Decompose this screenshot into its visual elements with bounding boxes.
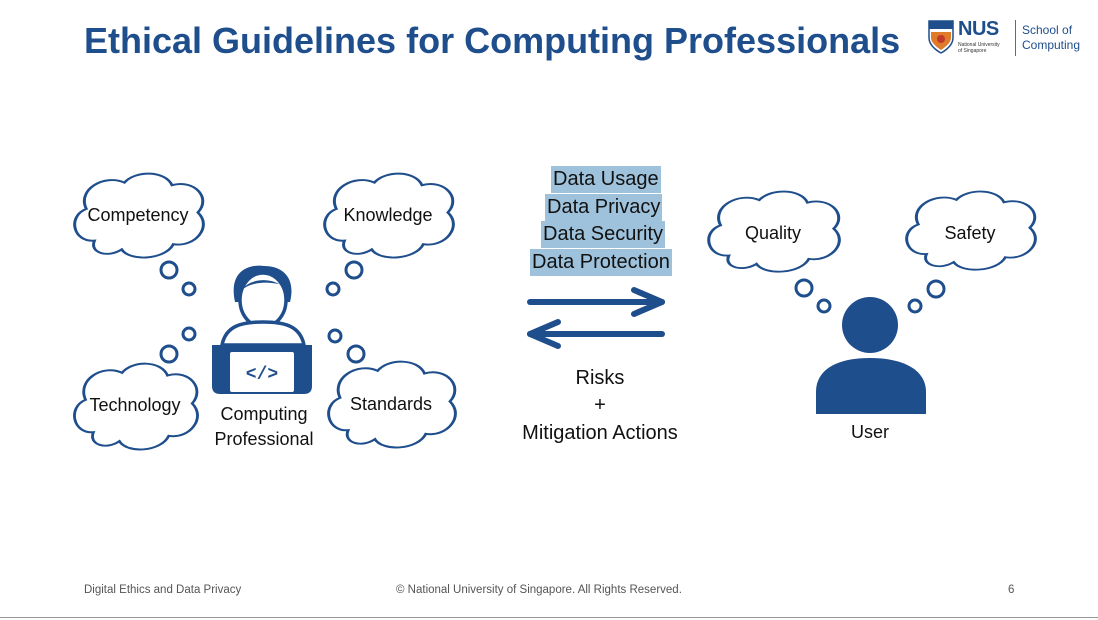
code-icon: </> <box>245 365 279 385</box>
footer-copyright: © National University of Singapore. All Rights Reserved. <box>396 584 682 596</box>
mitigation-actions-label: Mitigation Actions <box>522 422 678 444</box>
data-topic-usage: Data Usage <box>551 166 661 193</box>
thought-label-technology: Technology <box>89 395 181 415</box>
data-topic-privacy: Data Privacy <box>545 194 662 221</box>
risks-plus: + <box>594 394 606 416</box>
bottom-divider <box>0 617 1098 618</box>
thought-label-knowledge: Knowledge <box>343 205 433 225</box>
data-topic-protection: Data Protection <box>530 249 672 276</box>
user-icon <box>816 297 926 414</box>
thought-label-standards: Standards <box>349 394 433 414</box>
user-label: User <box>850 422 889 442</box>
footer-course-name: Digital Ethics and Data Privacy <box>84 584 242 596</box>
risks-label: Risks <box>575 367 625 389</box>
logo-university-line1: National University <box>958 42 1000 48</box>
logo-school-line1: School of <box>1022 23 1073 37</box>
professional-label-line1: Computing <box>220 404 308 424</box>
page-number: 6 <box>1008 584 1015 596</box>
computing-professional-icon <box>212 266 312 394</box>
arrow-right <box>530 290 662 314</box>
arrow-left <box>530 322 662 346</box>
slide-title: Ethical Guidelines for Computing Professionals <box>84 20 901 61</box>
professional-label-line2: Professional <box>214 429 314 449</box>
thought-label-safety: Safety <box>944 223 996 243</box>
logo-university-line2: of Singapore <box>958 48 987 54</box>
logo-brand: NUS <box>958 18 999 40</box>
thought-label-quality: Quality <box>744 223 802 243</box>
logo-school-line2: Computing <box>1022 38 1081 52</box>
thought-label-competency: Competency <box>87 205 189 225</box>
data-topic-security: Data Security <box>541 221 665 248</box>
